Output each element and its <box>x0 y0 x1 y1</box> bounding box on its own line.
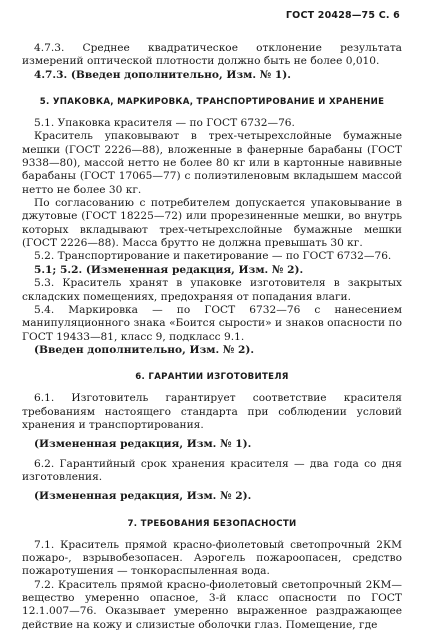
section-heading-5: 5. УПАКОВКА, МАРКИРОВКА, ТРАНСПОРТИРОВАНИЕ И ХРАНЕНИЕ <box>39 97 385 108</box>
amendment-note: (Измененная редакция, Изм. № 2). <box>34 490 252 503</box>
paragraph-5-1: 5.1. Упаковка красителя — по ГОСТ 6732—76. <box>34 117 295 130</box>
paragraph-6-2: 6.2. Гарантийный срок хранения красителя — два года со дня изготовления. <box>22 457 402 483</box>
paragraph-packaging: Краситель упаковывают в трех-четырехслойные бумажные мешки (ГОСТ 2226—88), вложенные в фанерные барабаны (ГОСТ 9338—80), массой нетто не более 80 кг или в картонные навивные барабаны (ГОСТ 17065—77) с полиэтиленовым вкладышем массой нетто не более 30 кг. <box>22 130 402 196</box>
page-content <box>22 42 402 632</box>
paragraph-5-3: 5.3. Краситель хранят в упаковке изготовителя в закрытых складских помещениях, предохраняя от попадания влаги. <box>22 277 402 303</box>
section-heading-6: 6. ГАРАНТИИ ИЗГОТОВИТЕЛЯ <box>135 372 289 383</box>
paragraph-6-1: 6.1. Изготовитель гарантирует соответствие красителя требованиям настоящего стандарта при соблюдении условий хранения и транспортирования. <box>22 392 402 431</box>
amendment-note: (Измененная редакция, Изм. № 1). <box>34 438 252 451</box>
paragraph-7-1: 7.1. Краситель прямой красно-фиолетовый светопрочный 2КМ пожаро-, взрывобезопасен. Аэрогель пожароопасен, средство пожаротушения — тонкораспыленная вода. <box>22 538 402 578</box>
running-header: ГОСТ 20428—75 С. 6 <box>285 10 400 21</box>
amendment-note: (Введен дополнительно, Изм. № 2). <box>34 343 255 356</box>
section-heading-7: 7. ТРЕБОВАНИЯ БЕЗОПАСНОСТИ <box>127 518 297 529</box>
amendment-note: 4.7.3. (Введен дополнительно, Изм. № 1). <box>34 68 291 81</box>
paragraph-5-4: 5.4. Маркировка — по ГОСТ 6732—76 с нанесением манипуляционного знака «Боится сырости» и знаков опасности по ГОСТ 19433—81, класс 9, подкласс 9.1. <box>22 303 402 343</box>
paragraph-7-2: 7.2. Краситель прямой красно-фиолетовый светопрочный 2КМ—вещество умеренно опасное, 3-й класс опасности по ГОСТ 12.1.007—76. Оказывает умеренно выраженное раздражающее действие на кожу и слизистые оболочки глаз. Помещение, где <box>22 578 402 631</box>
paragraph-agreement: По согласованию с потребителем допускается упаковывание в джутовые (ГОСТ 18225—72) или прорезиненные мешки, во внутрь которых вкладывают трех-четырехслойные бумажные мешки (ГОСТ 2226—88). Масса брутто не должна превышать 30 кг. <box>22 197 402 250</box>
paragraph-4-7-3: 4.7.3. Среднее квадратическое отклонение результата измерений оптической плотности должно быть не более 0,010. <box>22 42 402 68</box>
paragraph-5-2: 5.2. Транспортирование и пакетирование — по ГОСТ 6732—76. <box>34 250 392 263</box>
amendment-note: 5.1; 5.2. (Измененная редакция, Изм. № 2). <box>34 263 304 276</box>
